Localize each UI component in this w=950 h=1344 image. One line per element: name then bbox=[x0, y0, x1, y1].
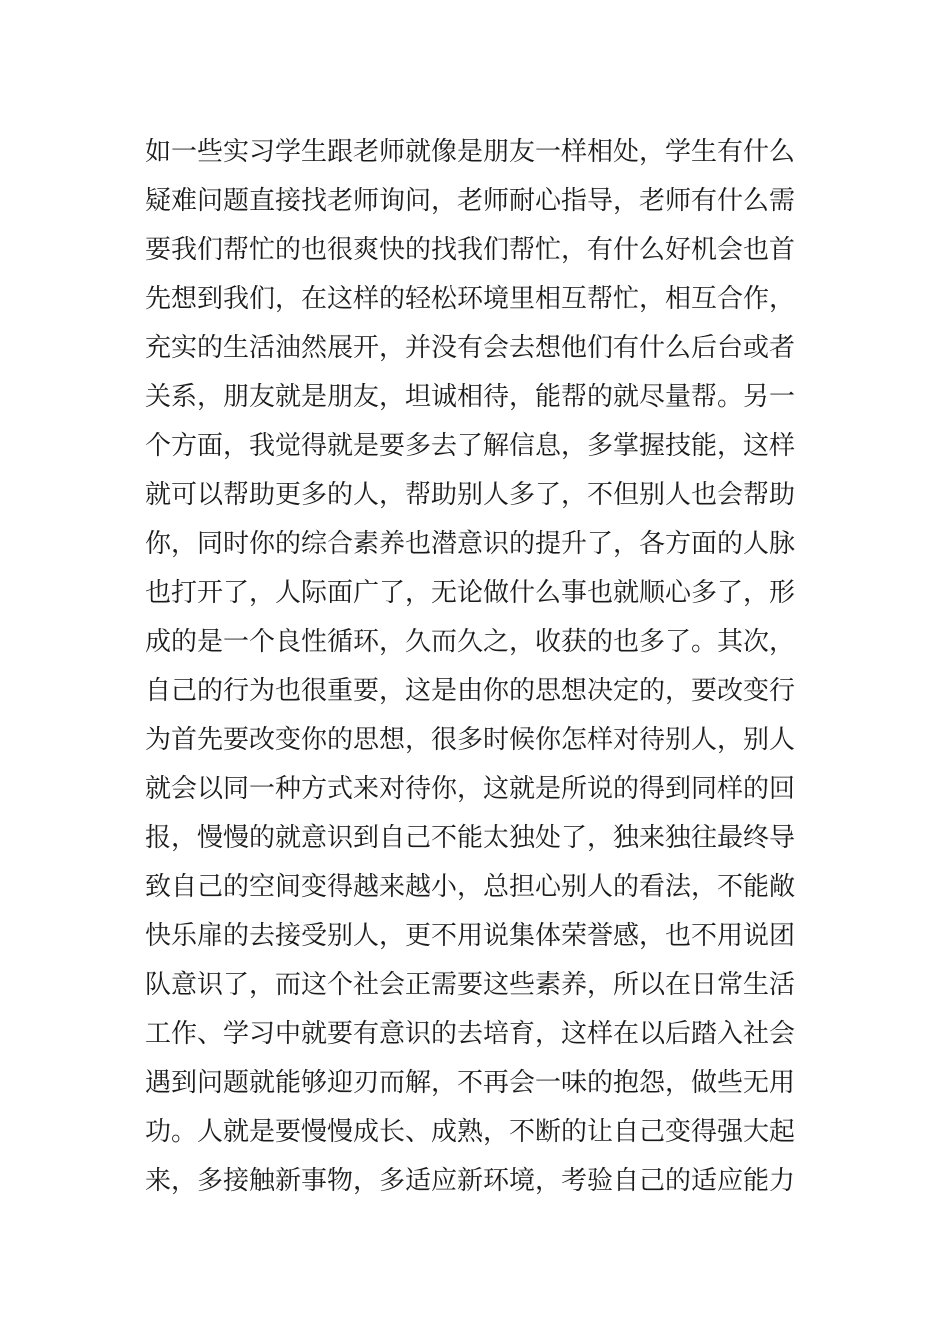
text-line: 队意识了，而这个社会正需要这些素养，所以在日常生活 bbox=[145, 970, 796, 1000]
text-line: 遇到问题就能够迎刃而解，不再会一味的抱怨，做些无用 bbox=[145, 1068, 796, 1098]
text-line: 成的是一个良性循环，久而久之，收获的也多了。其次， bbox=[145, 627, 796, 657]
text-line: 来，多接触新事物，多适应新环境，考验自己的适应能力 bbox=[145, 1166, 796, 1196]
text-line: 工作、学习中就要有意识的去培育，这样在以后踏入社会 bbox=[145, 1019, 796, 1049]
text-line: 个方面，我觉得就是要多去了解信息，多掌握技能，这样 bbox=[145, 431, 796, 461]
text-line: 你，同时你的综合素养也潜意识的提升了，各方面的人脉 bbox=[145, 529, 796, 559]
text-line: 就可以帮助更多的人，帮助别人多了，不但别人也会帮助 bbox=[145, 480, 796, 510]
text-line: 如一些实习学生跟老师就像是朋友一样相处，学生有什么 bbox=[145, 137, 796, 167]
text-line: 自己的行为也很重要，这是由你的思想决定的，要改变行 bbox=[145, 676, 796, 706]
text-line: 疑难问题直接找老师询问，老师耐心指导，老师有什么需 bbox=[145, 186, 796, 216]
text-line: 先想到我们，在这样的轻松环境里相互帮忙，相互合作， bbox=[145, 284, 796, 314]
text-line: 为首先要改变你的思想，很多时候你怎样对待别人，别人 bbox=[145, 725, 796, 755]
text-line: 报，慢慢的就意识到自己不能太独处了，独来独往最终导 bbox=[145, 823, 796, 853]
text-line: 充实的生活油然展开，并没有会去想他们有什么后台或者 bbox=[145, 333, 796, 363]
text-line: 也打开了，人际面广了，无论做什么事也就顺心多了，形 bbox=[145, 578, 796, 608]
text-line: 致自己的空间变得越来越小，总担心别人的看法，不能敞 bbox=[145, 872, 796, 902]
text-line: 要我们帮忙的也很爽快的找我们帮忙，有什么好机会也首 bbox=[145, 235, 796, 265]
body-text bbox=[145, 128, 815, 1206]
text-line: 关系，朋友就是朋友，坦诚相待，能帮的就尽量帮。另一 bbox=[145, 382, 796, 412]
text-line: 就会以同一种方式来对待你，这就是所说的得到同样的回 bbox=[145, 774, 796, 804]
text-line: 功。人就是要慢慢成长、成熟，不断的让自己变得强大起 bbox=[145, 1117, 796, 1147]
text-line: 快乐扉的去接受别人，更不用说集体荣誉感，也不用说团 bbox=[145, 921, 796, 951]
